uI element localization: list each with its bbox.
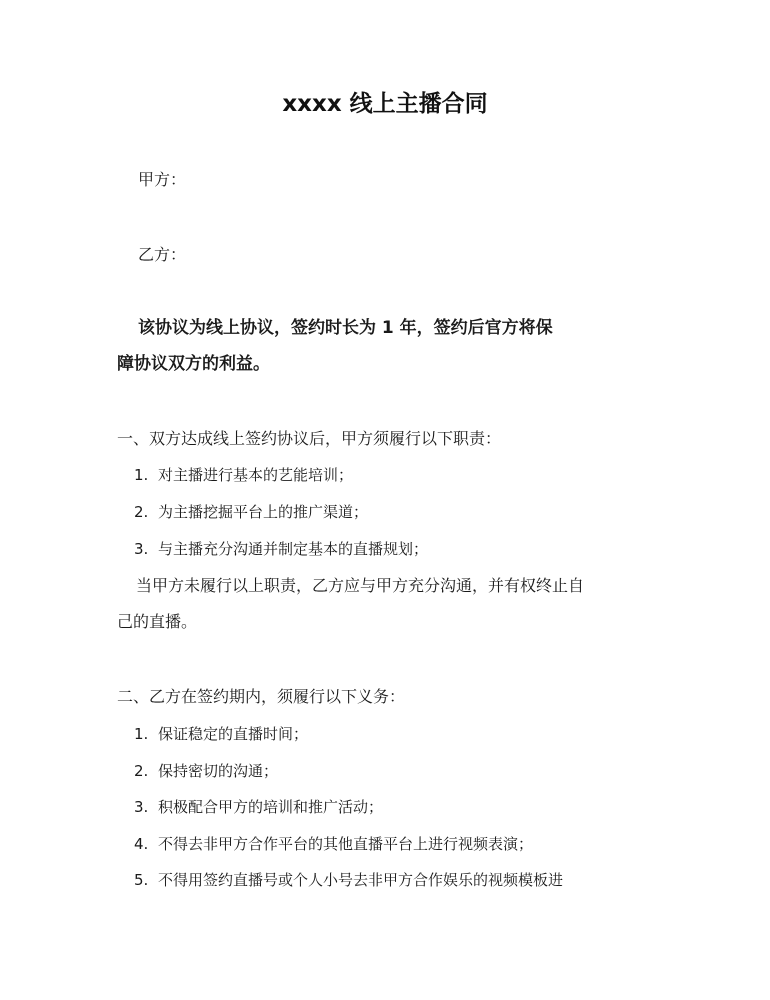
list-item-number: 4. bbox=[134, 835, 149, 853]
list-item bbox=[134, 867, 563, 893]
list-item bbox=[134, 536, 428, 562]
list-item-number: 3. bbox=[134, 540, 149, 558]
section-1-note-line-1: 当甲方未履行以上职责，乙方应与甲方充分沟通，并有权终止自 bbox=[136, 576, 585, 595]
list-item bbox=[134, 758, 278, 784]
section-2-heading: 二、乙方在签约期内，须履行以下义务： bbox=[117, 687, 406, 706]
list-item-text: 对主播进行基本的艺能培训； bbox=[158, 466, 354, 484]
list-item-number: 3. bbox=[134, 798, 149, 816]
list-item-text: 为主播挖掘平台上的推广渠道； bbox=[158, 503, 369, 521]
party-b-label: 乙方： bbox=[138, 245, 187, 264]
list-item-text: 保证稳定的直播时间； bbox=[158, 725, 309, 743]
list-item-text: 积极配合甲方的培训和推广活动； bbox=[158, 798, 384, 816]
list-item bbox=[134, 831, 533, 857]
list-item bbox=[134, 462, 353, 488]
list-item-number: 1. bbox=[134, 725, 149, 743]
intro-line-1: 该协议为线上协议，签约时长为 1 年，签约后官方将保 bbox=[138, 318, 553, 338]
list-item bbox=[134, 721, 308, 747]
list-item-number: 1. bbox=[134, 466, 149, 484]
list-item-text: 不得用签约直播号或个人小号去非甲方合作娱乐的视频模板进 bbox=[158, 871, 564, 889]
list-item bbox=[134, 499, 368, 525]
list-item bbox=[134, 794, 383, 820]
list-item-number: 5. bbox=[134, 871, 149, 889]
party-a-label: 甲方： bbox=[138, 170, 187, 189]
list-item-number: 2. bbox=[134, 762, 149, 780]
list-item-number: 2. bbox=[134, 503, 149, 521]
section-1-note-line-2: 己的直播。 bbox=[117, 612, 198, 631]
section-1-heading: 一、双方达成线上签约协议后，甲方须履行以下职责： bbox=[117, 429, 502, 448]
list-item-text: 与主播充分沟通并制定基本的直播规划； bbox=[158, 540, 429, 558]
list-item-text: 不得去非甲方合作平台的其他直播平台上进行视频表演； bbox=[158, 835, 534, 853]
contract-title: xxxx 线上主播合同 bbox=[282, 91, 488, 117]
list-item-text: 保持密切的沟通； bbox=[158, 762, 279, 780]
intro-line-2: 障协议双方的利益。 bbox=[117, 354, 270, 374]
